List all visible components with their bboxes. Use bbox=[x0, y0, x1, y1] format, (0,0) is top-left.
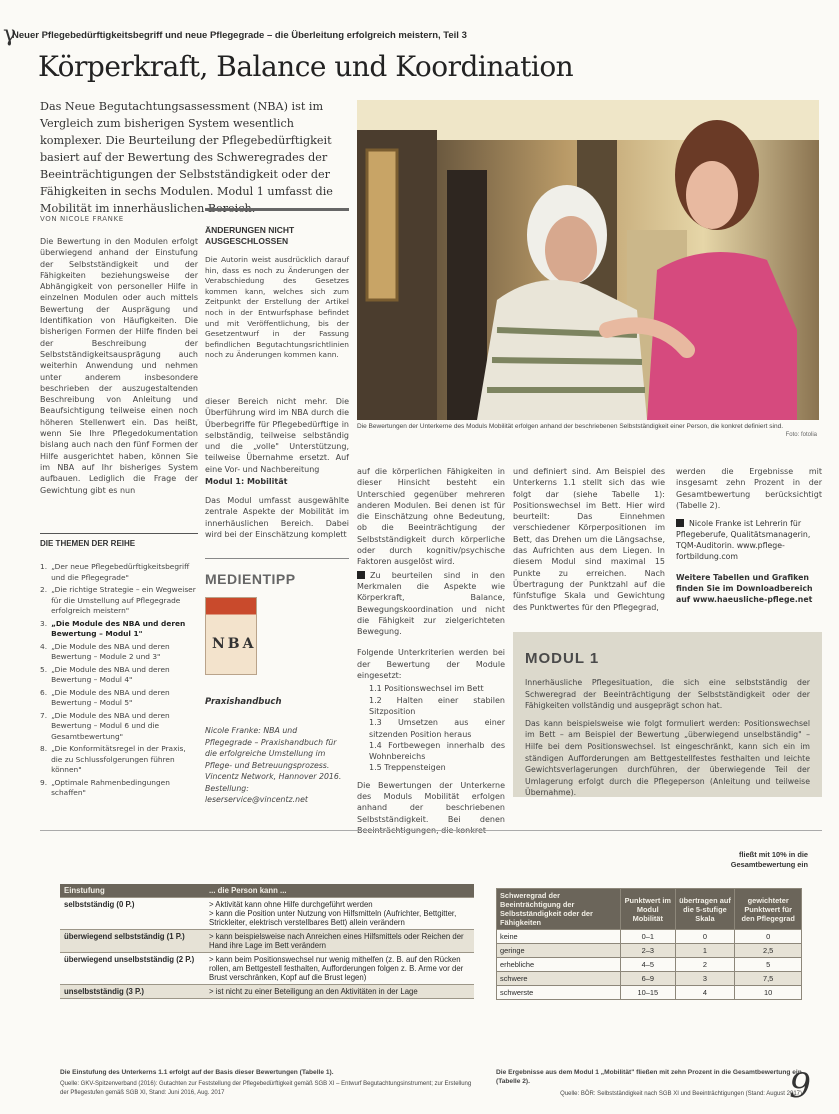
table-2-cell: 4 bbox=[675, 986, 735, 1000]
col3-end: Die Bewertungen der Unterkerne des Moduls Mobilität erfolgen anhand der beschriebenen Selbstständigkeit. Bei denen bbox=[357, 780, 505, 824]
photo-caption: Die Bewertungen der Unterkerne des Moduls Mobilität erfolgen anhand der beschriebenen Selbstständigkeit einer Person, die konkret definiert sind. bbox=[357, 423, 784, 430]
table-row bbox=[60, 985, 474, 999]
table-1-item bbox=[209, 909, 470, 927]
table-1-item-text: Aktivität kann ohne Hilfe durchgeführt werden bbox=[215, 900, 373, 909]
media-title: MEDIENTIPP bbox=[205, 571, 296, 587]
aenderungen-title: ÄNDERUNGEN NICHT AUSGESCHLOSSEN bbox=[205, 225, 295, 246]
table-1-description-cell bbox=[205, 953, 474, 985]
table-1-label-cell: selbstständig (0 P.) bbox=[60, 898, 205, 930]
table-1-item-text: kann die Position unter Nutzung von Hilfsmitteln (Aufrichter, Bettgitter, Strickleiter, elektrisch verstellbares Bett) allein verändern bbox=[209, 909, 457, 927]
author-box bbox=[676, 518, 822, 605]
hero-photo bbox=[357, 100, 819, 420]
series-item-number: 1. bbox=[40, 562, 48, 571]
aenderungen-box bbox=[205, 208, 349, 388]
body-column-1: Die Bewertung in den Modulen erfolgt überwiegend anhand der Einstufung der Selbstständigkeit und der Fähigkeiten beziehungsweise der Abhängigkeit von personeller Hilfe in einzelnen Modulen oder auch mittels Bewertung der Ausprägung und Identifikation von Häufigkeiten. Die bisherigen Formen der Hilfe finden bei der Beschreibung der Selbstständigkeitsausprägung auch weiterhin Anwendung und nehmen unter anderem insbesondere beschrieben der auszugestaltenden Beschreibung von Anleitung und Beaufsichtigung teilweise einen noch höheren Stellenwert ein. Das heißt, wenn Sie Ihre Pflegedokumentation bislang auch nach den fünf Formen der Hilfe ausgerichtet haben, können Sie im NBA auf Ihr bisheriges System aufbauen. Lediglich die Frage der Gewichtung gibt es nun bbox=[40, 237, 198, 495]
table-row bbox=[497, 944, 802, 958]
table2-weight-note: fließt mit 10% in die Gesamtbewertung ein bbox=[730, 850, 808, 869]
table-1-description-cell bbox=[205, 930, 474, 953]
arrow-icon: > bbox=[209, 909, 216, 918]
modul-p2: Das kann beispielsweise wie folgt formuliert werden: Positionswechsel im Bett – am Beispiel der Bewertung „überwiegend unselbständig" – Hilfe bei dem Positionswechsel. Ist eingeschränkt, kann sich ein im ständigen Aufforderungen am Bettgestellfestes festhalten und leichte Gewichtsverlagerungen durchführen, der überwiegende Teil der Umlagerung erfolgt durch die Pflegeperson (Anleitung und teilweise Übernahme). bbox=[525, 718, 810, 798]
table-2-cell: 2–3 bbox=[621, 944, 676, 958]
table-2-header-cell: Punktwert im Modul Mobilität bbox=[621, 889, 676, 930]
table-row bbox=[60, 930, 474, 953]
table-2-cell: 0 bbox=[675, 930, 735, 944]
series-item bbox=[40, 585, 198, 617]
series-item bbox=[40, 642, 198, 663]
list-item: 1.4 Fortbewegen innerhalb des Wohnbereichs bbox=[369, 740, 505, 762]
author-byline: VON NICOLE FRANKE bbox=[40, 215, 124, 223]
table-1-header-cell: Einstufung bbox=[60, 884, 205, 898]
media-tip bbox=[205, 565, 355, 806]
table-row bbox=[60, 953, 474, 985]
table-1-item bbox=[209, 987, 470, 996]
series-item-number: 7. bbox=[40, 710, 48, 720]
table-2-cell: 2,5 bbox=[735, 944, 802, 958]
table-1-label-cell: überwiegend unselbstständig (2 P.) bbox=[60, 953, 205, 985]
photo-credit: Foto: fotolia bbox=[785, 432, 817, 438]
table-row bbox=[60, 898, 474, 930]
table-1-header-cell: ... die Person kann ... bbox=[205, 884, 474, 898]
table-2-cell: 7,5 bbox=[735, 972, 802, 986]
arrow-icon: > bbox=[209, 932, 216, 941]
table-2-cell: erhebliche bbox=[497, 958, 621, 972]
table-1-label-cell: unselbstständig (3 P.) bbox=[60, 985, 205, 999]
table-area-separator bbox=[40, 830, 822, 831]
body-column-3 bbox=[357, 466, 505, 836]
series-item-label: „Die Module des NBA und deren Bewertung – Module 2 und 3" bbox=[51, 641, 170, 661]
modul1-heading: Modul 1: Mobilität bbox=[205, 477, 288, 486]
arrow-icon: > bbox=[209, 987, 216, 996]
series-item bbox=[40, 619, 198, 640]
list-item: 1.5 Treppensteigen bbox=[369, 763, 446, 773]
author-bio-text: Nicole Franke ist Lehrerin für Pflegeberufe, Qualitätsmanagerin, TQM-Auditorin. www.pflege-fortbildung.com bbox=[676, 519, 811, 561]
table1-caption: Die Einstufung des Unterkerns 1.1 erfolgt auf der Basis dieser Bewertungen (Tabelle 1). bbox=[60, 1069, 334, 1076]
table-row bbox=[497, 986, 802, 1000]
list-item: 1.2 Halten einer stabilen Sitzposition bbox=[369, 695, 505, 716]
table-1-item-text: kann beispielsweise nach Anreichen eines Hilfsmittels oder Reichen der Hand ihre Lage im Bett verändern bbox=[209, 932, 464, 950]
table-2-header-cell: gewichteter Punktwert für den Pflegegrad bbox=[735, 889, 802, 930]
table-1-description-cell bbox=[205, 985, 474, 999]
series-item-number: 9. bbox=[40, 777, 48, 787]
series-item-label: „Der neue Pflegebedürftigkeitsbegriff und die Pflegegrade" bbox=[51, 562, 190, 582]
series-item-number: 3. bbox=[40, 618, 48, 628]
list-item: 1.1 Positionswechsel im Bett bbox=[369, 684, 484, 694]
table-2-cell: schwerste bbox=[497, 986, 621, 1000]
table-2-cell: 6–9 bbox=[621, 972, 676, 986]
table-2-cell: 2 bbox=[675, 958, 735, 972]
col3-bullet bbox=[357, 570, 505, 638]
table-2-header-cell: übertragen auf die 5-stufige Skala bbox=[675, 889, 735, 930]
col3-list-intro: Folgende Unterkriterien werden bei der Bewertung der Module eingesetzt: bbox=[357, 648, 505, 681]
series-item-label: „Die Module des NBA und deren Bewertung – Modul 5" bbox=[51, 687, 170, 707]
kicker: Neuer Pflegebedürftigkeitsbegriff und neue Pflegegrade – die Überleitung erfolgreich meistern, Teil 3 bbox=[12, 30, 467, 41]
book-label: NBA bbox=[212, 636, 257, 652]
arrow-icon: > bbox=[209, 955, 216, 964]
table-row bbox=[497, 972, 802, 986]
series-item bbox=[40, 688, 198, 709]
table-1-label-cell: überwiegend selbstständig (1 P.) bbox=[60, 930, 205, 953]
table-2-cell: 5 bbox=[735, 958, 802, 972]
aenderungen-text: Die Autorin weist ausdrücklich darauf hin, dass es noch zu Änderungen der Verabschiedung des Gesetzes kommen kann, welches sich zum Zeitpunkt der Erstellung der Artikel noch in der Entwurfsphase befindet und mit Veröffentlichung, bis der Gesetzentwurf in der Fassung befindlichen Begutachtungsrichtlinien noch zu Änderungen kommen kann. bbox=[205, 255, 349, 360]
table2-caption: Die Ergebnisse aus dem Modul 1 „Mobilität" fließen mit zehn Prozent in die Gesamtbewertung ein (Tabelle 2). bbox=[496, 1069, 802, 1085]
modul-p1: Innerhäusliche Pflegesituation, die sich eine selbstständig der Schweregrad der Beeinträchtigung der Selbstständigkeit oder der Fähigkeiten vollständig und ausgeprägt schon hat. bbox=[525, 678, 810, 711]
table-2-cell: geringe bbox=[497, 944, 621, 958]
col3-bullet-text: Zu beurteilen sind in den Merkmalen die Aspekte wie Körperkraft, Balance, Bewegungskoordination und nicht die Fähigkeit zur zielgerichteten Bewegung. bbox=[357, 570, 505, 637]
table-2-cell: 0–1 bbox=[621, 930, 676, 944]
table-2-cell: schwere bbox=[497, 972, 621, 986]
media-subtitle: Praxishandbuch bbox=[205, 697, 282, 707]
table-2-cell: 1 bbox=[675, 944, 735, 958]
table-2-cell: keine bbox=[497, 930, 621, 944]
series-item bbox=[40, 744, 198, 776]
series-item-number: 6. bbox=[40, 687, 48, 697]
table-1-item-text: kann beim Positionswechsel nur wenig mithelfen (z. B. auf den Rücken rollen, am Bettgestell festhalten, Aufforderungen folgen z. B. Arme vor der Brust verschränken, Kopf auf die Brust legen) bbox=[209, 955, 464, 982]
series-item-number: 2. bbox=[40, 585, 48, 594]
table-1-item bbox=[209, 932, 470, 950]
series-title: DIE THEMEN DER REIHE bbox=[40, 539, 136, 548]
series-item bbox=[40, 711, 198, 743]
lead-paragraph: Das Neue Begutachtungsassessment (NBA) ist im Vergleich zum bisherigen System wesentlich komplexer. Die Beurteilung der Pflegebedürftigkeit basiert auf der Bewertung des Schweregrades der Beeinträchtigungen der Selbstständigkeit oder der Fähigkeiten in sechs Modulen. Modul 1 umfasst die Mobilität im innerhäuslichen Bereich. bbox=[40, 100, 333, 215]
series-item-label: „Die richtige Strategie – ein Wegweiser für die Umstellung auf Pflegegrade erfolgreich meistern" bbox=[51, 585, 196, 615]
col3-text: auf die körperlichen Fähigkeiten in dieser Hinsicht besteht ein Unterschied gegenüber mehreren anderen Modulen. Bei denen ist für die Einschätzung ohne Bedeutung, ob die Beeinträchtigung der Selbstständigkeit durch körperliche oder durch kognitiv/psychische Faktoren ausgelöst wird. bbox=[357, 467, 505, 567]
media-separator bbox=[205, 558, 349, 559]
table-2-cell: 4–5 bbox=[621, 958, 676, 972]
list-item: 1.3 Umsetzen aus einer sitzenden Position heraus bbox=[369, 718, 505, 739]
table-2-cell: 10 bbox=[735, 986, 802, 1000]
page-number: 9 bbox=[789, 1066, 811, 1106]
table-1 bbox=[60, 884, 474, 999]
series-separator bbox=[40, 533, 198, 534]
series-item-number: 5. bbox=[40, 664, 48, 674]
modul-title: MODUL 1 bbox=[525, 650, 600, 667]
table-2-cell: 0 bbox=[735, 930, 802, 944]
media-text: Nicole Franke: NBA und Pflegegrade – Praxishandbuch für die erfolgreiche Umstellung im Pflege- und Betreuungsprozess. Vincentz Network, Hannover 2016. Bestellung: leserservice@vincentz.net bbox=[205, 726, 342, 804]
table-2-cell: 3 bbox=[675, 972, 735, 986]
series-item-label: „Die Module des NBA und deren Bewertung – Modul 4" bbox=[51, 664, 170, 684]
table1-source: Quelle: GKV-Spitzenverband (2016): Gutachten zur Feststellung der Pflegebedürftigkeit gemäß SGB XI – Entwurf Begutachtungsinstrument; zur Erstellung der Pflegestufen gemäß SGB XI, Stand: Juni 2016, Aug. 2017 bbox=[60, 1081, 472, 1096]
kicker-mark: γ bbox=[3, 22, 17, 47]
series-item bbox=[40, 665, 198, 686]
table-1-item bbox=[209, 955, 470, 982]
body-column-4: und definiert sind. Am Beispiel des Unterkerns 1.1 stellt sich das wie folgt dar (siehe Tabelle 1): Positionswechsel im Bett. Hier wird beurteilt: Das Einnehmen verschiedener Körperpositionen im Bett, das Drehen um die Längsachse, das Aufrichten aus dem Liegen. In diesem Modul sind maximal 15 Punkte zu erreichen. Nach Übertragung der Punktzahl auf die fünfstufige Skala und Gewichtung des Punktwertes für den Pflegegrad, bbox=[513, 467, 665, 612]
table-1-item-text: ist nicht zu einer Beteiligung an den Aktivitäten in der Lage bbox=[215, 987, 418, 996]
body-column-2a: dieser Bereich nicht mehr. Die Überführung wird im NBA durch die Überbegriffe für Pflegebedürftige in selbständig, teilweise selbständig und die „volle" Unterstützung, teilweise Übernahme ersetzt. Auf eine Vor- und Nachbereitung bbox=[205, 397, 349, 474]
series-item-label: „Optimale Rahmenbedingungen schaffen" bbox=[51, 777, 170, 797]
series-item bbox=[40, 562, 198, 583]
series-item-label: „Die Konformitätsregel in der Praxis, die zu Schlussfolgerungen führen können" bbox=[51, 744, 186, 774]
modul-box bbox=[513, 632, 822, 797]
criteria-list bbox=[369, 683, 505, 773]
book-cover bbox=[205, 597, 257, 675]
table-1-header bbox=[60, 884, 474, 898]
series-item-label: „Die Module des NBA und deren Bewertung – Modul 1" bbox=[51, 618, 186, 638]
table-2-header bbox=[497, 889, 802, 930]
body-column-2b: Das Modul umfasst ausgewählte zentrale Aspekte der Mobilität im innerhäuslichen Bereich. Dabei wird bei der Einschätzung komplett bbox=[205, 496, 349, 539]
table2-source: Quelle: BÖR: Selbstständigkeit nach SGB XI und Beeinträchtigungen (Stand: August 2017) bbox=[560, 1091, 802, 1097]
bullet-icon bbox=[357, 571, 365, 579]
downloads-note: Weitere Tabellen und Grafiken finden Sie im Downloadbereich auf www.haeusliche-pflege.net bbox=[676, 573, 813, 604]
bullet-icon bbox=[676, 519, 684, 527]
table-2-header-cell: Schweregrad der Beeinträchtigung der Selbstständigkeit oder der Fähigkeiten bbox=[497, 889, 621, 930]
table-2-cell: 10–15 bbox=[621, 986, 676, 1000]
table-1-item bbox=[209, 900, 470, 909]
table-1-description-cell bbox=[205, 898, 474, 930]
table-row bbox=[497, 958, 802, 972]
series-item-number: 4. bbox=[40, 641, 48, 651]
series-item bbox=[40, 778, 198, 799]
arrow-icon: > bbox=[209, 900, 216, 909]
series-item-number: 8. bbox=[40, 744, 48, 753]
page-title: Körperkraft, Balance und Koordination bbox=[38, 50, 574, 83]
author-bio bbox=[676, 518, 822, 562]
series-item-label: „Die Module des NBA und deren Bewertung – Modul 6 und die Gesamtbewertung" bbox=[51, 710, 170, 741]
table-row bbox=[497, 930, 802, 944]
table-2 bbox=[496, 888, 802, 1000]
series-list bbox=[40, 562, 198, 801]
body-column-5: werden die Ergebnisse mit insgesamt zehn Prozent in der Gesamtbewertung berücksichtigt (Tabelle 2). bbox=[676, 467, 822, 510]
